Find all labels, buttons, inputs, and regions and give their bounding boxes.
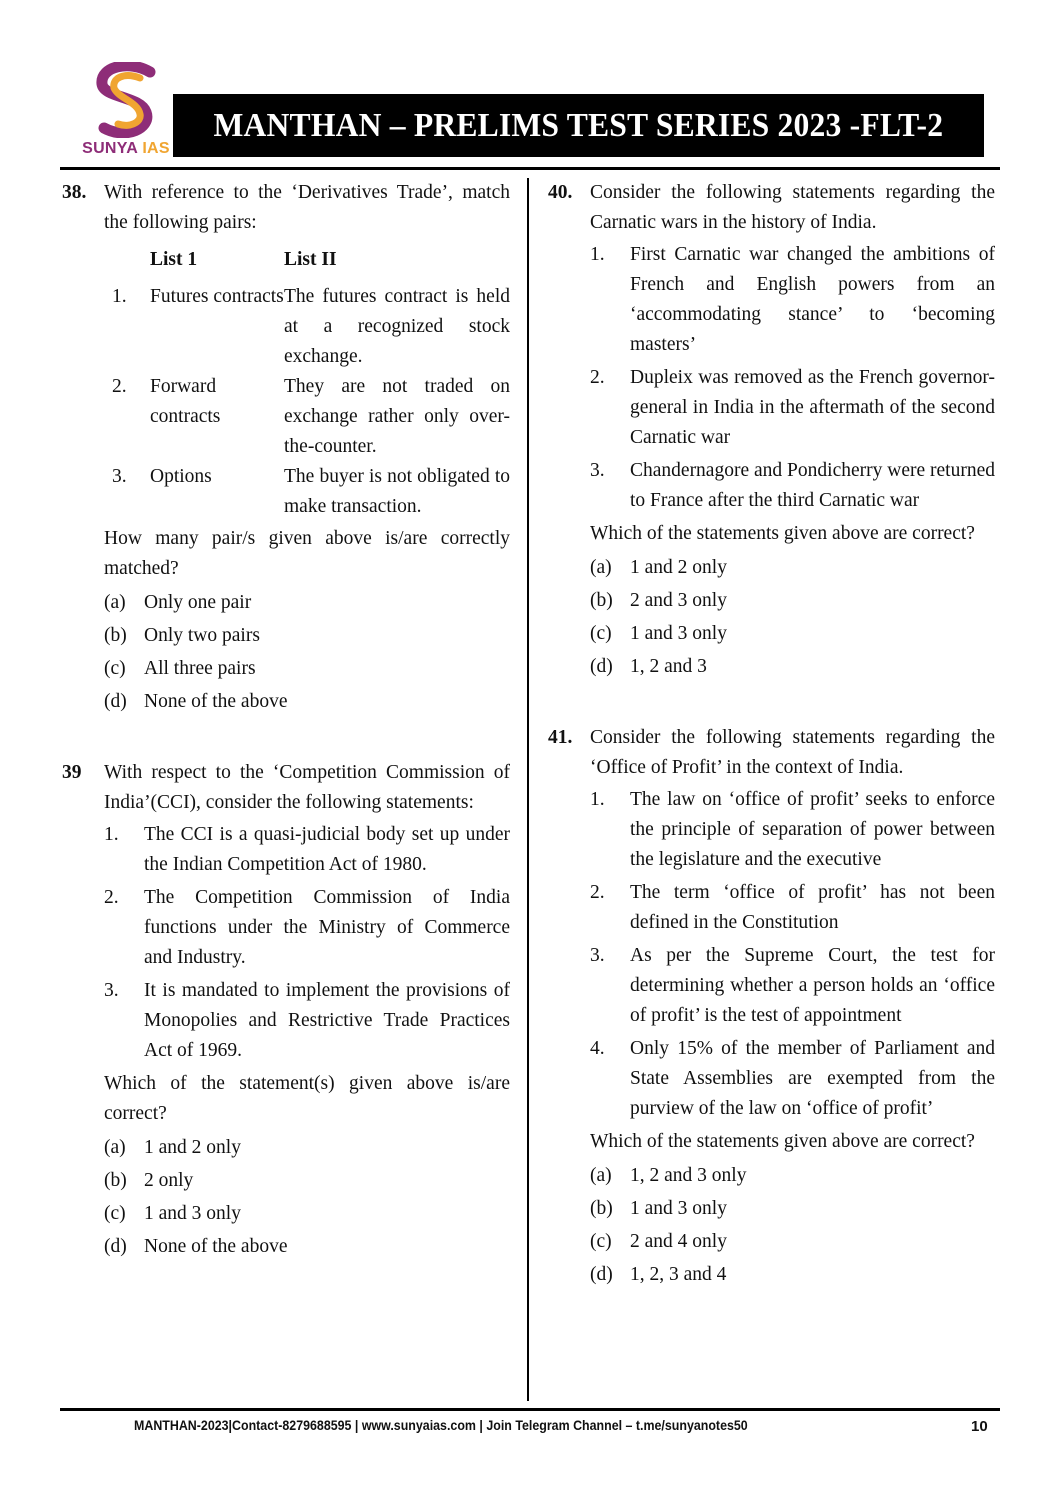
- statement-number: 2.: [590, 367, 605, 388]
- statements-list: [104, 820, 510, 1066]
- option-text: 1 and 2 only: [630, 557, 727, 578]
- question-number: 41.: [548, 727, 573, 748]
- option-label: (a): [590, 1165, 612, 1186]
- option-label: (c): [104, 658, 126, 679]
- options-list: [104, 586, 510, 718]
- option-label: (a): [590, 557, 612, 578]
- option-text: None of the above: [144, 691, 288, 712]
- option-text: 2 and 3 only: [630, 590, 727, 611]
- statement-text: Only 15% of the member of Parliament and State Assemblies are exempted from the purview of the law on ‘office of profit’: [630, 1038, 995, 1119]
- statement-number: 2.: [590, 882, 605, 903]
- statement-3: [104, 976, 510, 1066]
- option-b[interactable]: [104, 1164, 510, 1197]
- option-label: (c): [590, 1231, 612, 1252]
- list-1-header: List 1: [150, 249, 198, 270]
- question-40: [548, 178, 995, 683]
- statement-3: [590, 456, 995, 516]
- logo-text-ias: IAS: [142, 140, 170, 157]
- left-column: [62, 178, 510, 1263]
- pair-list1: Options: [150, 466, 212, 487]
- footer-divider: [60, 1408, 1000, 1411]
- option-label: (c): [104, 1203, 126, 1224]
- option-text: 2 and 4 only: [630, 1231, 727, 1252]
- statement-number: 3.: [590, 460, 605, 481]
- statement-number: 1.: [590, 789, 605, 810]
- option-text: 1 and 3 only: [144, 1203, 241, 1224]
- question-number: 40.: [548, 182, 573, 203]
- statement-1: [590, 240, 995, 360]
- match-table-header: [104, 242, 510, 282]
- option-b[interactable]: [104, 619, 510, 652]
- statement-number: 1.: [590, 244, 605, 265]
- question-stem: Consider the following statements regarding the ‘Office of Profit’ in the context of India.: [590, 727, 995, 778]
- page-title: MANTHAN – PRELIMS TEST SERIES 2023 -FLT-2: [213, 106, 944, 144]
- option-b[interactable]: [590, 1192, 995, 1225]
- pair-list2: The futures contract is held at a recognized stock exchange.: [284, 286, 510, 367]
- statements-list: [590, 240, 995, 516]
- match-row: [104, 372, 510, 462]
- options-list: [590, 1159, 995, 1291]
- pair-number: 2.: [112, 376, 127, 397]
- option-a[interactable]: [104, 586, 510, 619]
- statement-number: 1.: [104, 824, 119, 845]
- question-number: 39: [62, 762, 82, 783]
- right-column: [548, 178, 995, 1291]
- statements-list: [590, 785, 995, 1124]
- match-row: [104, 462, 510, 522]
- option-label: (c): [590, 623, 612, 644]
- option-label: (d): [104, 1236, 127, 1257]
- option-label: (a): [104, 592, 126, 613]
- option-label: (b): [590, 1198, 613, 1219]
- option-c[interactable]: [590, 1225, 995, 1258]
- sunya-s-logo-icon: [90, 62, 162, 138]
- column-divider: [527, 178, 529, 1401]
- option-label: (d): [590, 1264, 613, 1285]
- option-c[interactable]: [590, 617, 995, 650]
- option-text: Only two pairs: [144, 625, 260, 646]
- statement-text: As per the Supreme Court, the test for determining whether a person holds an ‘office of profit’ is the test of appointment: [630, 945, 995, 1026]
- pair-list1: Futures contracts: [150, 286, 284, 307]
- statement-number: 2.: [104, 887, 119, 908]
- option-label: (a): [104, 1137, 126, 1158]
- option-label: (b): [590, 590, 613, 611]
- statement-2: [590, 878, 995, 938]
- footer: [60, 1414, 1000, 1440]
- option-label: (d): [104, 691, 127, 712]
- question-prompt: Which of the statements given above are correct?: [590, 1131, 975, 1152]
- statement-text: Dupleix was removed as the French governor-general in India in the aftermath of the second Carnatic war: [630, 367, 995, 448]
- pair-number: 1.: [112, 286, 127, 307]
- option-label: (b): [104, 1170, 127, 1191]
- option-d[interactable]: [104, 685, 510, 718]
- sunya-ias-logo: [82, 62, 170, 158]
- option-text: 1 and 3 only: [630, 1198, 727, 1219]
- option-text: 1 and 3 only: [630, 623, 727, 644]
- option-a[interactable]: [590, 551, 995, 584]
- statement-4: [590, 1034, 995, 1124]
- option-b[interactable]: [590, 584, 995, 617]
- statement-text: The CCI is a quasi-judicial body set up under the Indian Competition Act of 1980.: [144, 824, 510, 875]
- statement-text: The law on ‘office of profit’ seeks to enforce the principle of separation of power between the legislature and the executive: [630, 789, 995, 870]
- statement-text: Chandernagore and Pondicherry were returned to France after the third Carnatic war: [630, 460, 995, 511]
- question-prompt: Which of the statement(s) given above is/are correct?: [104, 1073, 510, 1124]
- question-prompt: How many pair/s given above is/are correctly matched?: [104, 528, 510, 579]
- option-d[interactable]: [590, 650, 995, 683]
- option-d[interactable]: [104, 1230, 510, 1263]
- option-d[interactable]: [590, 1258, 995, 1291]
- option-a[interactable]: [104, 1131, 510, 1164]
- statement-number: 4.: [590, 1038, 605, 1059]
- option-text: 1, 2, 3 and 4: [630, 1264, 727, 1285]
- option-c[interactable]: [104, 652, 510, 685]
- option-c[interactable]: [104, 1197, 510, 1230]
- question-stem: With respect to the ‘Competition Commission of India’(CCI), consider the following statements:: [104, 762, 510, 813]
- list-2-header: List II: [284, 249, 337, 270]
- match-row: [104, 282, 510, 372]
- option-text: 2 only: [144, 1170, 194, 1191]
- statement-1: [104, 820, 510, 880]
- statement-text: First Carnatic war changed the ambitions of French and English powers from an ‘accommodating stance’ to ‘becoming masters’: [630, 244, 995, 355]
- logo-text: [82, 140, 170, 158]
- option-text: Only one pair: [144, 592, 252, 613]
- question-number: 38.: [62, 182, 87, 203]
- question-stem: Consider the following statements regarding the Carnatic wars in the history of India.: [590, 182, 995, 233]
- question-stem: With reference to the ‘Derivatives Trade’, match the following pairs:: [104, 182, 510, 233]
- logo-text-sunya: SUNYA: [82, 140, 143, 157]
- option-text: 1 and 2 only: [144, 1137, 241, 1158]
- statement-text: The Competition Commission of India functions under the Ministry of Commerce and Industry.: [144, 887, 510, 968]
- pair-list1: Forward contracts: [150, 376, 221, 427]
- question-39: [62, 758, 510, 1263]
- option-text: 1, 2 and 3: [630, 656, 707, 677]
- footer-contact-text: MANTHAN-2023|Contact-8279688595 | www.sunyaias.com | Join Telegram Channel – t.me/sunyanotes50: [134, 1418, 748, 1433]
- statement-text: The term ‘office of profit’ has not been defined in the Constitution: [630, 882, 995, 933]
- statement-text: It is mandated to implement the provisions of Monopolies and Restrictive Trade Practices Act of 1969.: [144, 980, 510, 1061]
- question-38: [62, 178, 510, 718]
- question-41: [548, 723, 995, 1291]
- option-text: All three pairs: [144, 658, 256, 679]
- statement-1: [590, 785, 995, 875]
- question-prompt: Which of the statements given above are correct?: [590, 523, 975, 544]
- page-number: 10: [971, 1418, 988, 1435]
- statement-number: 3.: [590, 945, 605, 966]
- header-divider: [60, 167, 1000, 170]
- pair-list2: The buyer is not obligated to make transaction.: [284, 466, 510, 517]
- pair-list2: They are not traded on exchange rather only over-the-counter.: [284, 376, 510, 457]
- options-list: [104, 1131, 510, 1263]
- option-a[interactable]: [590, 1159, 995, 1192]
- statement-3: [590, 941, 995, 1031]
- option-label: (d): [590, 656, 613, 677]
- title-banner: [173, 94, 984, 157]
- option-text: None of the above: [144, 1236, 288, 1257]
- options-list: [590, 551, 995, 683]
- option-label: (b): [104, 625, 127, 646]
- statement-2: [590, 363, 995, 453]
- statement-number: 3.: [104, 980, 119, 1001]
- statement-2: [104, 883, 510, 973]
- pair-number: 3.: [112, 466, 127, 487]
- option-text: 1, 2 and 3 only: [630, 1165, 747, 1186]
